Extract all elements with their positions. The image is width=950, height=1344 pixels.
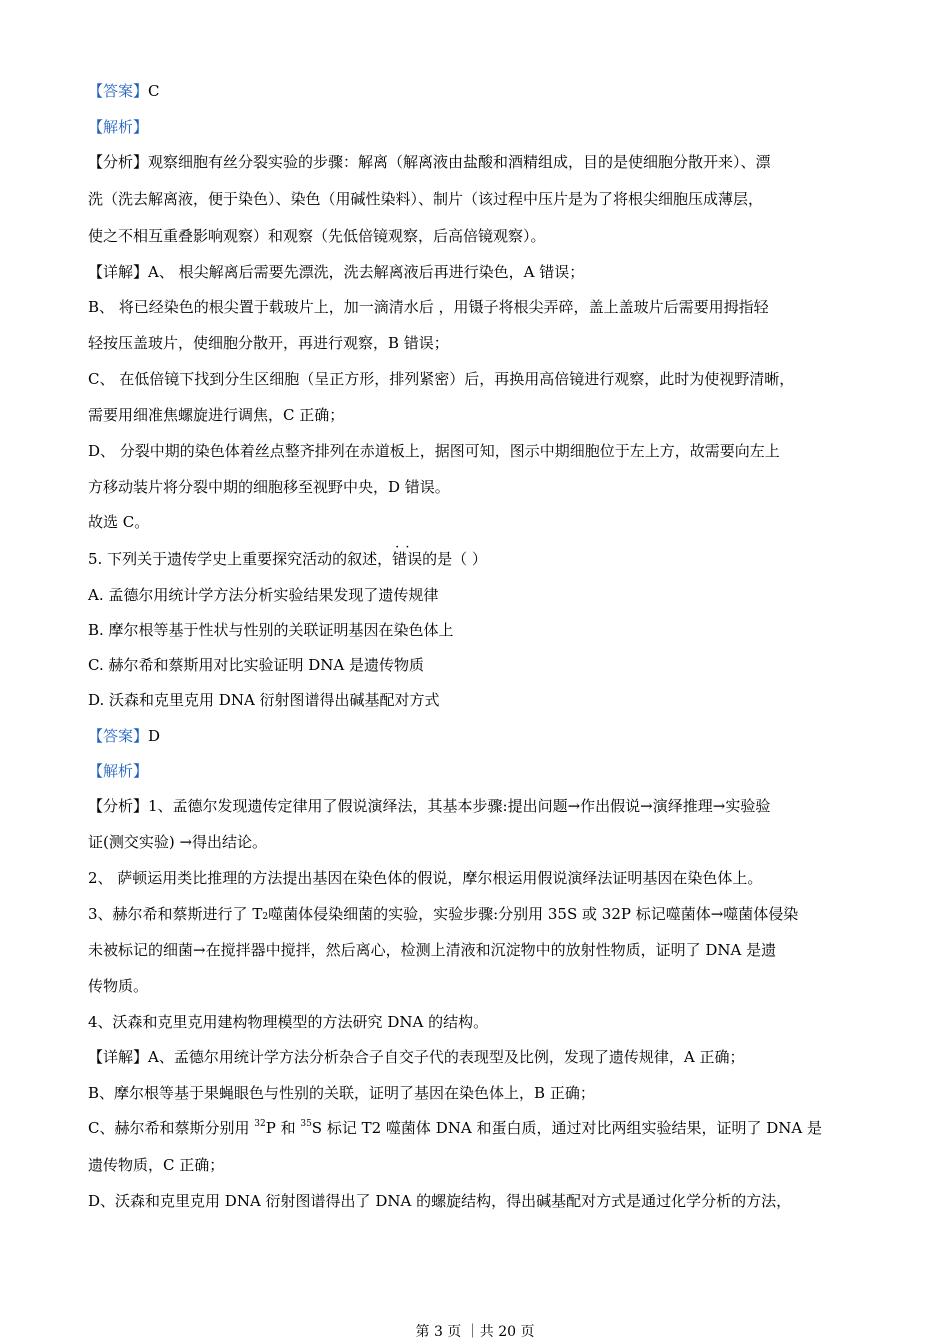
q4-detail-a xyxy=(88,262,878,282)
q5-fenxi-4: 4、沃森和克里克用建构物理模型的方法研究 DNA 的结构。 xyxy=(88,1013,489,1031)
analysis-tag: 【解析】 xyxy=(88,762,149,780)
detail-a-text: A、孟德尔用统计学方法分析杂合子自交子代的表现型及比例，发现了遗传规律，A 正确； xyxy=(148,1048,745,1066)
q5-fenxi-3b: 未被标记的细菌→在搅拌器中搅拌，然后离心，检测上清液和沉淀物中的放射性物质，证明了 DNA 是遗 xyxy=(88,941,777,959)
q5-detail-b: B、摩尔根等基于果蝇眼色与性别的关联，证明了基因在染色体上，B 正确； xyxy=(88,1084,595,1102)
detail-c1-mid: P 和 xyxy=(265,1119,301,1137)
fenxi-tag: 【分析】 xyxy=(88,153,149,171)
q5-detail-c-1 xyxy=(88,1118,878,1138)
fenxi-tag: 【分析】 xyxy=(88,797,149,815)
q5-detail-a xyxy=(88,1047,878,1067)
q5-detail-c-2: 遗传物质，C 正确； xyxy=(88,1156,225,1174)
q5-stem-pre: 5. 下列关于遗传学史上重要探究活动的叙述， xyxy=(88,550,393,568)
q4-fenxi-line-2: 洗（洗去解离液，便于染色）、染色（用碱性染料）、制片（该过程中压片是为了将根尖细胞压成薄层， xyxy=(88,190,764,208)
q5-fenxi-2: 2、 萨顿运用类比推理的方法提出基因在染色体的假说，摩尔根运用假说演绎法证明基因在染色体上。 xyxy=(88,869,763,887)
q5-answer-line xyxy=(88,726,878,746)
answer-value: D xyxy=(148,727,161,745)
q5-fenxi-1b: 证(测交实验) →得出结论。 xyxy=(88,833,268,851)
q5-stem-emphasis: · · 错误 xyxy=(392,549,422,569)
q5-option-a: A. 孟德尔用统计学方法分析实验结果发现了遗传规律 xyxy=(88,586,439,604)
fenxi-text: 观察细胞有丝分裂实验的步骤：解离（解离液由盐酸和酒精组成，目的是使细胞分散开来）、漂 xyxy=(148,153,771,171)
superscript-32: 32 xyxy=(254,1119,266,1129)
q5-detail-d-1: D、沃森和克里克用 DNA 衍射图谱得出了 DNA 的螺旋结构，得出碱基配对方式是通过化学分析的方法， xyxy=(88,1192,792,1210)
q5-option-b: B. 摩尔根等基于性状与性别的关联证明基因在染色体上 xyxy=(88,621,454,639)
q4-analysis-heading xyxy=(88,117,878,137)
answer-tag: 【答案】 xyxy=(88,727,149,745)
detail-c1-post: S 标记 T2 噬菌体 DNA 和蛋白质，通过对比两组实验结果，证明了 DNA 是 xyxy=(311,1119,822,1137)
answer-value: C xyxy=(148,82,160,100)
fenxi-3a-post: 噬菌体侵染细菌的实验，实验步骤:分别用 35S 或 32P 标记噬菌体→噬菌体侵染 xyxy=(268,905,799,923)
superscript-35: 35 xyxy=(300,1119,312,1129)
q4-conclusion: 故选 C。 xyxy=(88,513,150,531)
q5-stem-post: 的是（ ） xyxy=(422,550,487,568)
q5-fenxi-3c: 传物质。 xyxy=(88,977,149,995)
q4-fenxi-line-3: 使之不相互重叠影响观察）和观察（先低倍镜观察，后高倍镜观察）。 xyxy=(88,227,546,245)
xiangjie-tag: 【详解】 xyxy=(88,263,149,281)
q4-detail-b-2: 轻按压盖玻片，使细胞分散开，再进行观察，B 错误； xyxy=(88,334,449,352)
q4-fenxi-line-1 xyxy=(88,152,878,172)
q4-detail-c-1: C、 在低倍镜下找到分生区细胞（呈正方形，排列紧密）后，再换用高倍镜进行观察，此时为使视野清晰， xyxy=(88,370,795,388)
detail-c1-pre: C、赫尔希和蔡斯分别用 xyxy=(88,1119,255,1137)
analysis-tag: 【解析】 xyxy=(88,118,149,136)
subscript-2: 2 xyxy=(262,912,269,922)
fenxi-text: 1、孟德尔发现遗传定律用了假说演绎法，其基本步骤:提出问题→作出假说→演绎推理→实验验 xyxy=(148,797,771,815)
q4-detail-b-1: B、 将已经染色的根尖置于载玻片上，加一滴清水后 ，用镊子将根尖弄碎，盖上盖玻片后需要用拇指轻 xyxy=(88,298,769,316)
q5-fenxi-1a xyxy=(88,796,878,816)
xiangjie-tag: 【详解】 xyxy=(88,1048,149,1066)
q4-detail-d-1: D、 分裂中期的染色体着丝点整齐排列在赤道板上，据图可知，图示中期细胞位于左上方，故需要向左上 xyxy=(88,442,780,460)
fenxi-3a-pre: 3、赫尔希和蔡斯进行了 T xyxy=(88,905,263,923)
q4-detail-d-2: 方移动装片将分裂中期的细胞移至视野中央，D 错误。 xyxy=(88,478,450,496)
q4-answer-line xyxy=(88,81,878,101)
detail-a-text: A、 根尖解离后需要先漂洗，洗去解离液后再进行染色，A 错误； xyxy=(148,263,585,281)
answer-tag: 【答案】 xyxy=(88,82,149,100)
q5-stem xyxy=(88,549,878,569)
q5-fenxi-3a xyxy=(88,904,878,924)
q5-option-c: C. 赫尔希和蔡斯用对比实验证明 DNA 是遗传物质 xyxy=(88,656,425,674)
page-footer: 第 3 页 ｜共 20 页 xyxy=(415,1324,535,1340)
q5-analysis-heading xyxy=(88,761,878,781)
q5-option-d: D. 沃森和克里克用 DNA 衍射图谱得出碱基配对方式 xyxy=(88,691,440,709)
q4-detail-c-2: 需要用细准焦螺旋进行调焦，C 正确； xyxy=(88,406,345,424)
